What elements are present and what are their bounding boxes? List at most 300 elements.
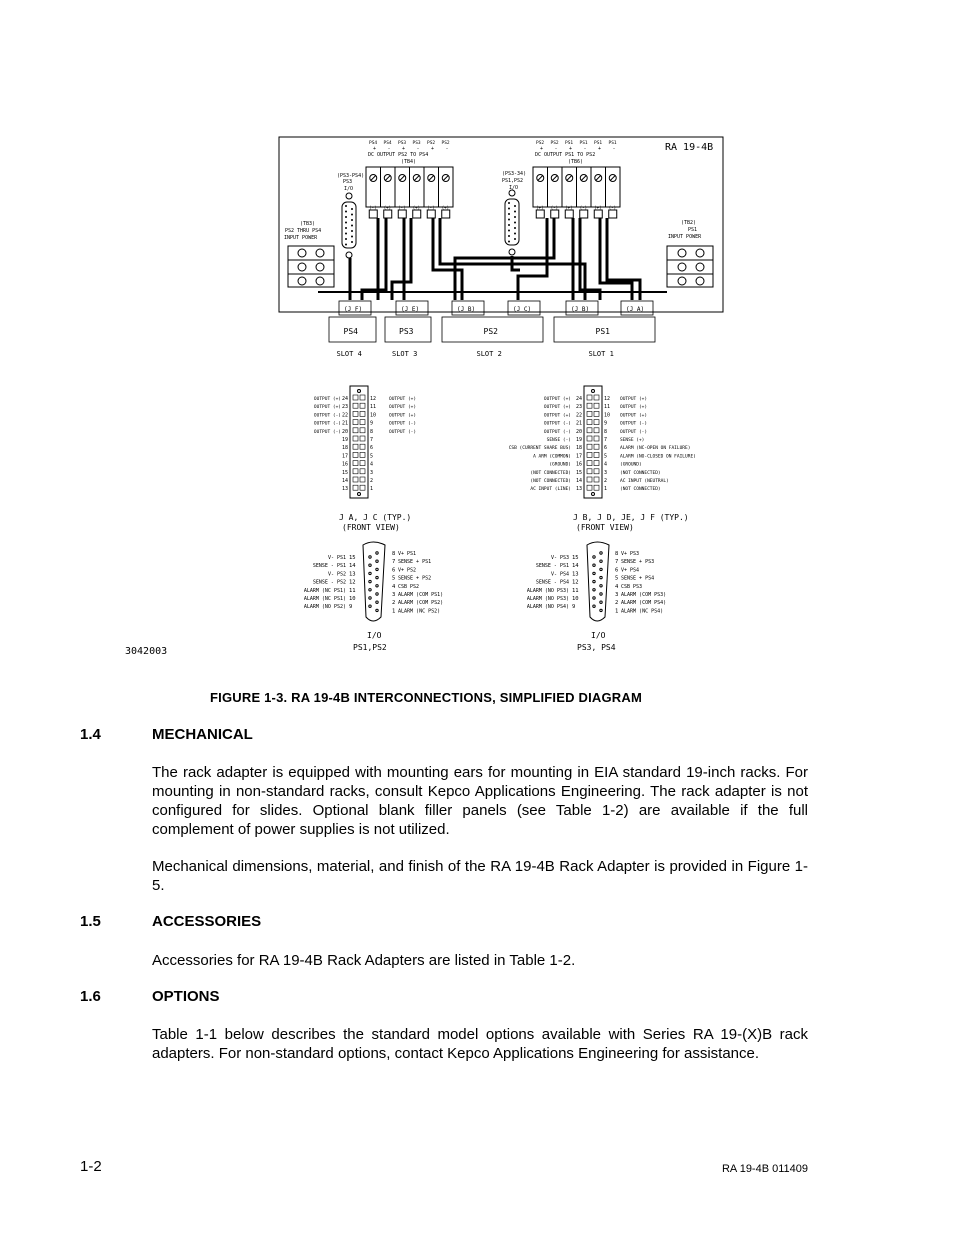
io-pin-number: 1 [392,608,396,615]
io-right-label-3: I/O [509,185,519,191]
screw-slot [400,176,405,181]
pin-box [353,403,358,408]
io-pin-number: 12 [349,579,356,586]
io-pin-number: 2 [615,600,619,607]
connector-label: (J E) [401,306,420,313]
pin-number: 5 [604,453,608,460]
terminal-pin-label: (+) [441,205,449,210]
pin-number: 3 [604,469,608,476]
io-pin-number: 8 [615,551,619,557]
pin-box [594,420,599,425]
db-pin [351,208,353,210]
db-pin [345,222,347,224]
pin-function-label: OUTPUT (+) [389,413,417,419]
io-pin-function: SENSE - PS2 [312,579,346,586]
db-pin [600,568,602,570]
io-pin-number: 4 [392,583,396,590]
io-caption: PS3, PS4 [577,643,616,652]
terminal-top-label: PS4 [383,141,392,146]
pin-box [594,452,599,457]
pin-function-label: OUTPUT (-) [313,421,341,427]
db-pin [369,580,371,582]
pin-number: 4 [370,461,374,468]
io-pin-function: ALARM (COM PS2) [398,600,444,607]
connector-label: (J F) [344,306,363,313]
db-pin [345,227,347,229]
io-pin-function: SENSE + PS4 [621,575,655,582]
pin-number: 18 [342,445,349,452]
db-pin [508,224,510,226]
terminal-sign: - [583,146,587,152]
pin-number: 21 [576,420,583,427]
io-pin-function: SENSE - PS1 [312,563,346,570]
terminal-sign: + [373,146,377,152]
pin-box [587,452,592,457]
pin-function-label: OUTPUT (-) [620,421,648,427]
io-pin-number: 14 [572,563,579,570]
terminal-top-label: PS4 [369,141,378,146]
io-pin-number: 11 [349,587,356,594]
tb3-label-3: INPUT POWER [284,235,318,241]
pin-function-label: OUTPUT (-) [389,429,417,435]
section-1-4-paragraph-1: The rack adapter is equipped with mounting ears for mounting in EIA standard 19-inch racks. For mounting in non-standard racks, consult Kepco Applications Engineering. The rack adapter is not configured for slides. Optional blank filler panels (see Table 1-2) are available if the full complement of power supplies is not utilized. [152,764,808,838]
io-pin-function: CSB PS2 [398,583,420,590]
pin-function-label: (NOT CONNECTED) [530,479,571,484]
pin-function-label: ALARM (NC-OPEN ON FAILURE) [620,446,691,452]
pin-box [360,469,365,474]
pin-number: 16 [342,461,349,468]
pin-number: 14 [576,478,583,484]
terminal-sign: + [431,146,435,152]
mount-hole-icon [358,390,361,393]
db-pin [345,216,347,218]
terminal-lug [594,210,602,218]
terminal-sign: - [416,146,420,152]
connector-label: (J A) [626,306,645,313]
tb2-label-3: INPUT POWER [668,234,702,240]
db-pin [369,564,371,566]
screw-slot [552,176,557,181]
db-pin [593,564,595,566]
io-pin-function: SENSE + PS3 [621,559,655,566]
section-1-6-title: OPTIONS [152,988,220,1005]
tb3-label-1: (TB3) [300,221,316,227]
db-pin [514,238,516,240]
input-power-terminal-block-right [667,246,713,287]
pin-number: 11 [604,404,611,411]
pin-box [587,395,592,400]
connector-row [339,301,653,315]
power-supply-label: PS4 [343,327,358,336]
pin-function-label: OUTPUT (-) [313,429,341,435]
io-caption: PS1,PS2 [353,643,387,652]
pin-box [594,477,599,482]
db-pin [376,601,378,603]
pin-function-label: OUTPUT (+) [620,405,648,411]
screw-slot [429,176,434,181]
io-pin-function: SENSE + PS1 [398,559,432,566]
db-pin [593,597,595,599]
pin-box [587,485,592,490]
tb2-label-2: PS1 [688,227,698,233]
pin-number: 19 [576,437,583,443]
io-right-label-2: PS1,PS2 [502,178,524,184]
io-pin-number: 15 [572,555,579,561]
terminal-sign: + [598,146,602,152]
rack-panel-outline [279,137,723,312]
pin-box [587,411,592,416]
pin-box [587,477,592,482]
terminal-block-title: DC OUTPUT PS2 TO PS4 [368,152,429,158]
pin-box [360,411,365,416]
io-pin-number: 11 [572,587,579,594]
pin-box [594,403,599,408]
pinout-jb-jd-je-jf [509,386,696,532]
db-pin [600,560,602,562]
pin-number: 22 [576,412,583,419]
db-pin [514,205,516,207]
terminal-pin-label: (+) [594,205,602,210]
connector-caption: (FRONT VIEW) [576,523,634,532]
terminal-block-id: (TB4) [401,159,417,165]
pin-number: 8 [370,428,374,435]
io-pin-function: ALARM (NC PS2) [398,608,441,615]
terminal-top-label: PS2 [536,141,545,146]
screw-slot [567,176,572,181]
pin-box [594,485,599,490]
io-pin-function: CSB PS3 [621,583,643,590]
pin-function-label: (GROUND) [549,462,571,468]
pin-number: 12 [370,396,377,402]
pin-box [353,444,358,449]
db-pin [351,214,353,216]
pin-box [360,452,365,457]
db-pin [508,219,510,221]
io-pin-number: 5 [615,575,619,582]
screw-slot [385,176,390,181]
pin-number: 22 [342,412,349,419]
db-pin [345,238,347,240]
terminal-top-label: PS2 [441,141,450,146]
db-pin [593,572,595,574]
section-1-4-number: 1.4 [80,726,101,743]
pin-number: 20 [576,428,583,435]
db-pin [600,576,602,578]
io-caption: I/O [367,631,382,640]
pin-function-label: (NOT CONNECTED) [620,470,661,476]
db-pin [376,593,378,595]
terminal-lug [609,210,617,218]
io-pin-number: 5 [392,575,396,582]
db-pin [600,552,602,554]
pin-box [587,469,592,474]
slot-label: SLOT 2 [476,350,502,358]
pin-function-label: OUTPUT (+) [389,405,417,411]
pin-number: 5 [370,453,374,460]
db-pin [345,205,347,207]
terminal-top-label: PS2 [550,141,559,146]
pin-number: 24 [576,396,583,402]
terminal-lug [384,210,392,218]
drawing-number: 3042003 [125,646,168,657]
slot-label: SLOT 1 [588,350,614,358]
db-pin [508,202,510,204]
pin-number: 18 [576,445,583,452]
pin-function-label: ALARM (NO-CLOSED ON FAILURE) [620,454,696,460]
heavy-wiring [318,218,667,300]
pin-number: 10 [604,412,611,419]
mount-hole-icon [592,390,595,393]
io-pin-number: 8 [392,551,396,557]
pin-number: 9 [370,420,374,427]
screw-slot [581,176,586,181]
pinout-ja-jc [314,386,416,532]
io-pin-function: ALARM (NC PS1) [303,596,346,602]
pin-box [353,485,358,490]
terminal-pin-label: (-) [608,205,616,210]
pin-function-label: OUTPUT (-) [543,429,571,435]
page-number: 1-2 [80,1158,102,1175]
io-pin-number: 6 [615,567,619,574]
db-pin [369,589,371,591]
io-pin-number: 14 [349,563,356,570]
pin-number: 2 [370,478,374,484]
terminal-pin-label: (-) [550,205,558,210]
db-pin [600,585,602,587]
pin-box [353,436,358,441]
db-pin [508,235,510,237]
pin-function-label: AC INPUT (LINE) [530,487,571,493]
pin-box [594,428,599,433]
io-pin-number: 10 [349,596,356,602]
db-pin [376,585,378,587]
io-pin-number: 4 [615,583,619,590]
pin-box [594,436,599,441]
pin-box [360,395,365,400]
pin-number: 6 [370,445,374,452]
terminal-pin-label: (+) [412,205,420,210]
screw-slot [538,176,543,181]
terminal-block-id: (TB6) [568,159,584,165]
terminal-top-label: PS1 [579,141,588,146]
io-pin-function: SENSE - PS4 [535,579,569,586]
db-pin [369,572,371,574]
terminal-lug [580,210,588,218]
io-pin-function: ALARM (COM PS4) [621,600,667,607]
panel-model-label: RA 19-4B [665,142,714,153]
io-pin-number: 12 [572,579,579,586]
db-pin [514,227,516,229]
terminal-lug [551,210,559,218]
pin-function-label: OUTPUT (-) [389,421,417,427]
terminal-pin-label: (-) [398,205,406,210]
io-left-label-1: (PS3-PS4) [337,173,365,179]
db-pin [593,589,595,591]
terminal-pin-label: (-) [369,205,377,210]
pin-box [353,395,358,400]
db-pin [508,241,510,243]
screw-slot [414,176,419,181]
io-connector-right [505,190,519,255]
io-pinout-ps1-ps2 [304,542,443,652]
db-pin [376,609,378,611]
pin-function-label: OUTPUT (+) [313,397,341,402]
terminal-sign: - [445,146,449,152]
pin-box [587,461,592,466]
connector-caption: (FRONT VIEW) [342,523,400,532]
section-1-4-title: MECHANICAL [152,726,253,743]
pin-box [587,420,592,425]
connector-caption: J B, J D, JE, J F (TYP.) [573,513,689,522]
pin-number: 4 [604,461,608,468]
pin-function-label: A ARM (COMMON) [533,454,571,460]
terminal-sign: - [387,146,391,152]
section-1-5-paragraph: Accessories for RA 19-4B Rack Adapters are listed in Table 1-2. [152,952,576,969]
terminal-lug [427,210,435,218]
pin-number: 8 [604,428,608,435]
connector-caption: J A, J C (TYP.) [339,513,412,522]
screw-slot [610,176,615,181]
section-1-5-number: 1.5 [80,913,101,930]
figure-caption: FIGURE 1-3. RA 19-4B INTERCONNECTIONS, SIMPLIFIED DIAGRAM [210,690,643,705]
io-connector-left [342,193,356,258]
io-pin-function: V- PS2 [327,571,346,578]
db15-outline [363,542,385,621]
pin-box [594,411,599,416]
io-pin-function: V+ PS3 [621,551,640,557]
db-pin [351,225,353,227]
pin-function-label: AC INPUT (NEUTRAL) [620,479,669,484]
io-pin-function: ALARM (COM PS1) [398,592,444,598]
db-pin [369,605,371,607]
io-pin-number: 7 [392,559,396,566]
tb2-label-1: (TB2) [681,220,697,226]
db-pin [345,211,347,213]
pin-function-label: OUTPUT (+) [620,413,648,419]
slot-label: SLOT 4 [336,350,362,358]
terminal-top-label: PS2 [427,141,436,146]
pin-box [360,477,365,482]
io-left-label-3: I/O [344,186,354,192]
pin-function-label: OUTPUT (+) [543,405,571,411]
terminal-lug [413,210,421,218]
db-pin [593,580,595,582]
terminal-lug [369,210,377,218]
db-pin [514,222,516,224]
pin-function-label: (NOT CONNECTED) [530,470,571,476]
pin-function-label: OUTPUT (+) [543,413,571,419]
power-supply-row [329,317,655,358]
pin-box [360,444,365,449]
io-pin-function: SENSE - PS1 [535,563,569,570]
db-pin [351,241,353,243]
pin-number: 15 [342,469,349,476]
connector-label: (J B) [571,306,590,313]
power-supply-label: PS1 [595,327,610,336]
db-pin [376,552,378,554]
pin-function-label: OUTPUT (+) [389,397,417,402]
mount-hole-icon [358,493,361,496]
input-power-terminal-block-left [288,246,334,287]
pin-number: 19 [342,437,349,443]
io-pin-function: V- PS1 [327,555,346,561]
terminal-sign: + [402,146,406,152]
io-pin-function: V+ PS4 [621,567,640,574]
tb3-label-2: PS2 THRU PS4 [285,228,322,234]
pin-box [587,436,592,441]
pin-box [360,436,365,441]
pin-function-label: SENSE (-) [546,438,571,443]
io-pin-number: 3 [392,592,396,598]
io-pin-function: ALARM (NO PS3) [526,587,569,594]
db-pin [514,216,516,218]
pin-number: 13 [576,486,583,493]
pin-box [360,428,365,433]
io-pin-function: V- PS3 [550,555,569,561]
pin-box [353,477,358,482]
mount-hole-icon [592,493,595,496]
pin-number: 1 [604,486,608,493]
pin-number: 14 [342,478,349,484]
pin-number: 20 [342,428,349,435]
io-pin-function: ALARM (NC PS1) [303,587,346,594]
pin-number: 15 [576,469,583,476]
terminal-pin-label: (+) [565,205,573,210]
terminal-lug [565,210,573,218]
pin-number: 6 [604,445,608,452]
io-pin-number: 9 [572,604,576,611]
pin-function-label: OUTPUT (+) [543,397,571,402]
db-pin [508,208,510,210]
pin-number: 3 [370,469,374,476]
io-caption: I/O [591,631,606,640]
db-pin [345,244,347,246]
pin-box [594,461,599,466]
pin-box [360,485,365,490]
io-pin-function: ALARM (COM PS3) [621,592,667,598]
db-pin [351,236,353,238]
io-pin-function: ALARM (NO PS4) [526,604,569,611]
pin-box [587,428,592,433]
slot-label: SLOT 3 [392,350,418,358]
io-pin-function: ALARM (NO PS3) [526,596,569,602]
db-pin [376,576,378,578]
terminal-lug [442,210,450,218]
pin-function-label: OUTPUT (-) [620,429,648,435]
pin-number: 1 [370,486,374,493]
pin-number: 7 [604,437,608,443]
terminal-pin-label: (+) [536,205,544,210]
io-pin-function: V+ PS1 [398,551,417,557]
pin-box [353,469,358,474]
io-pin-function: V+ PS2 [398,567,417,574]
terminal-lug [398,210,406,218]
db-pin [369,556,371,558]
pin-number: 10 [370,412,377,419]
db-pin [351,230,353,232]
pin-function-label: OUTPUT (-) [543,421,571,427]
db-pin [376,560,378,562]
io-pin-number: 1 [615,608,619,615]
pin-number: 13 [342,486,349,493]
io-pin-number: 6 [392,567,396,574]
screw-slot [371,176,376,181]
db-pin [369,597,371,599]
io-pin-number: 3 [615,592,619,598]
pin-function-label: OUTPUT (+) [313,405,341,411]
pin-function-label: SENSE (+) [620,438,645,443]
pin-box [353,428,358,433]
